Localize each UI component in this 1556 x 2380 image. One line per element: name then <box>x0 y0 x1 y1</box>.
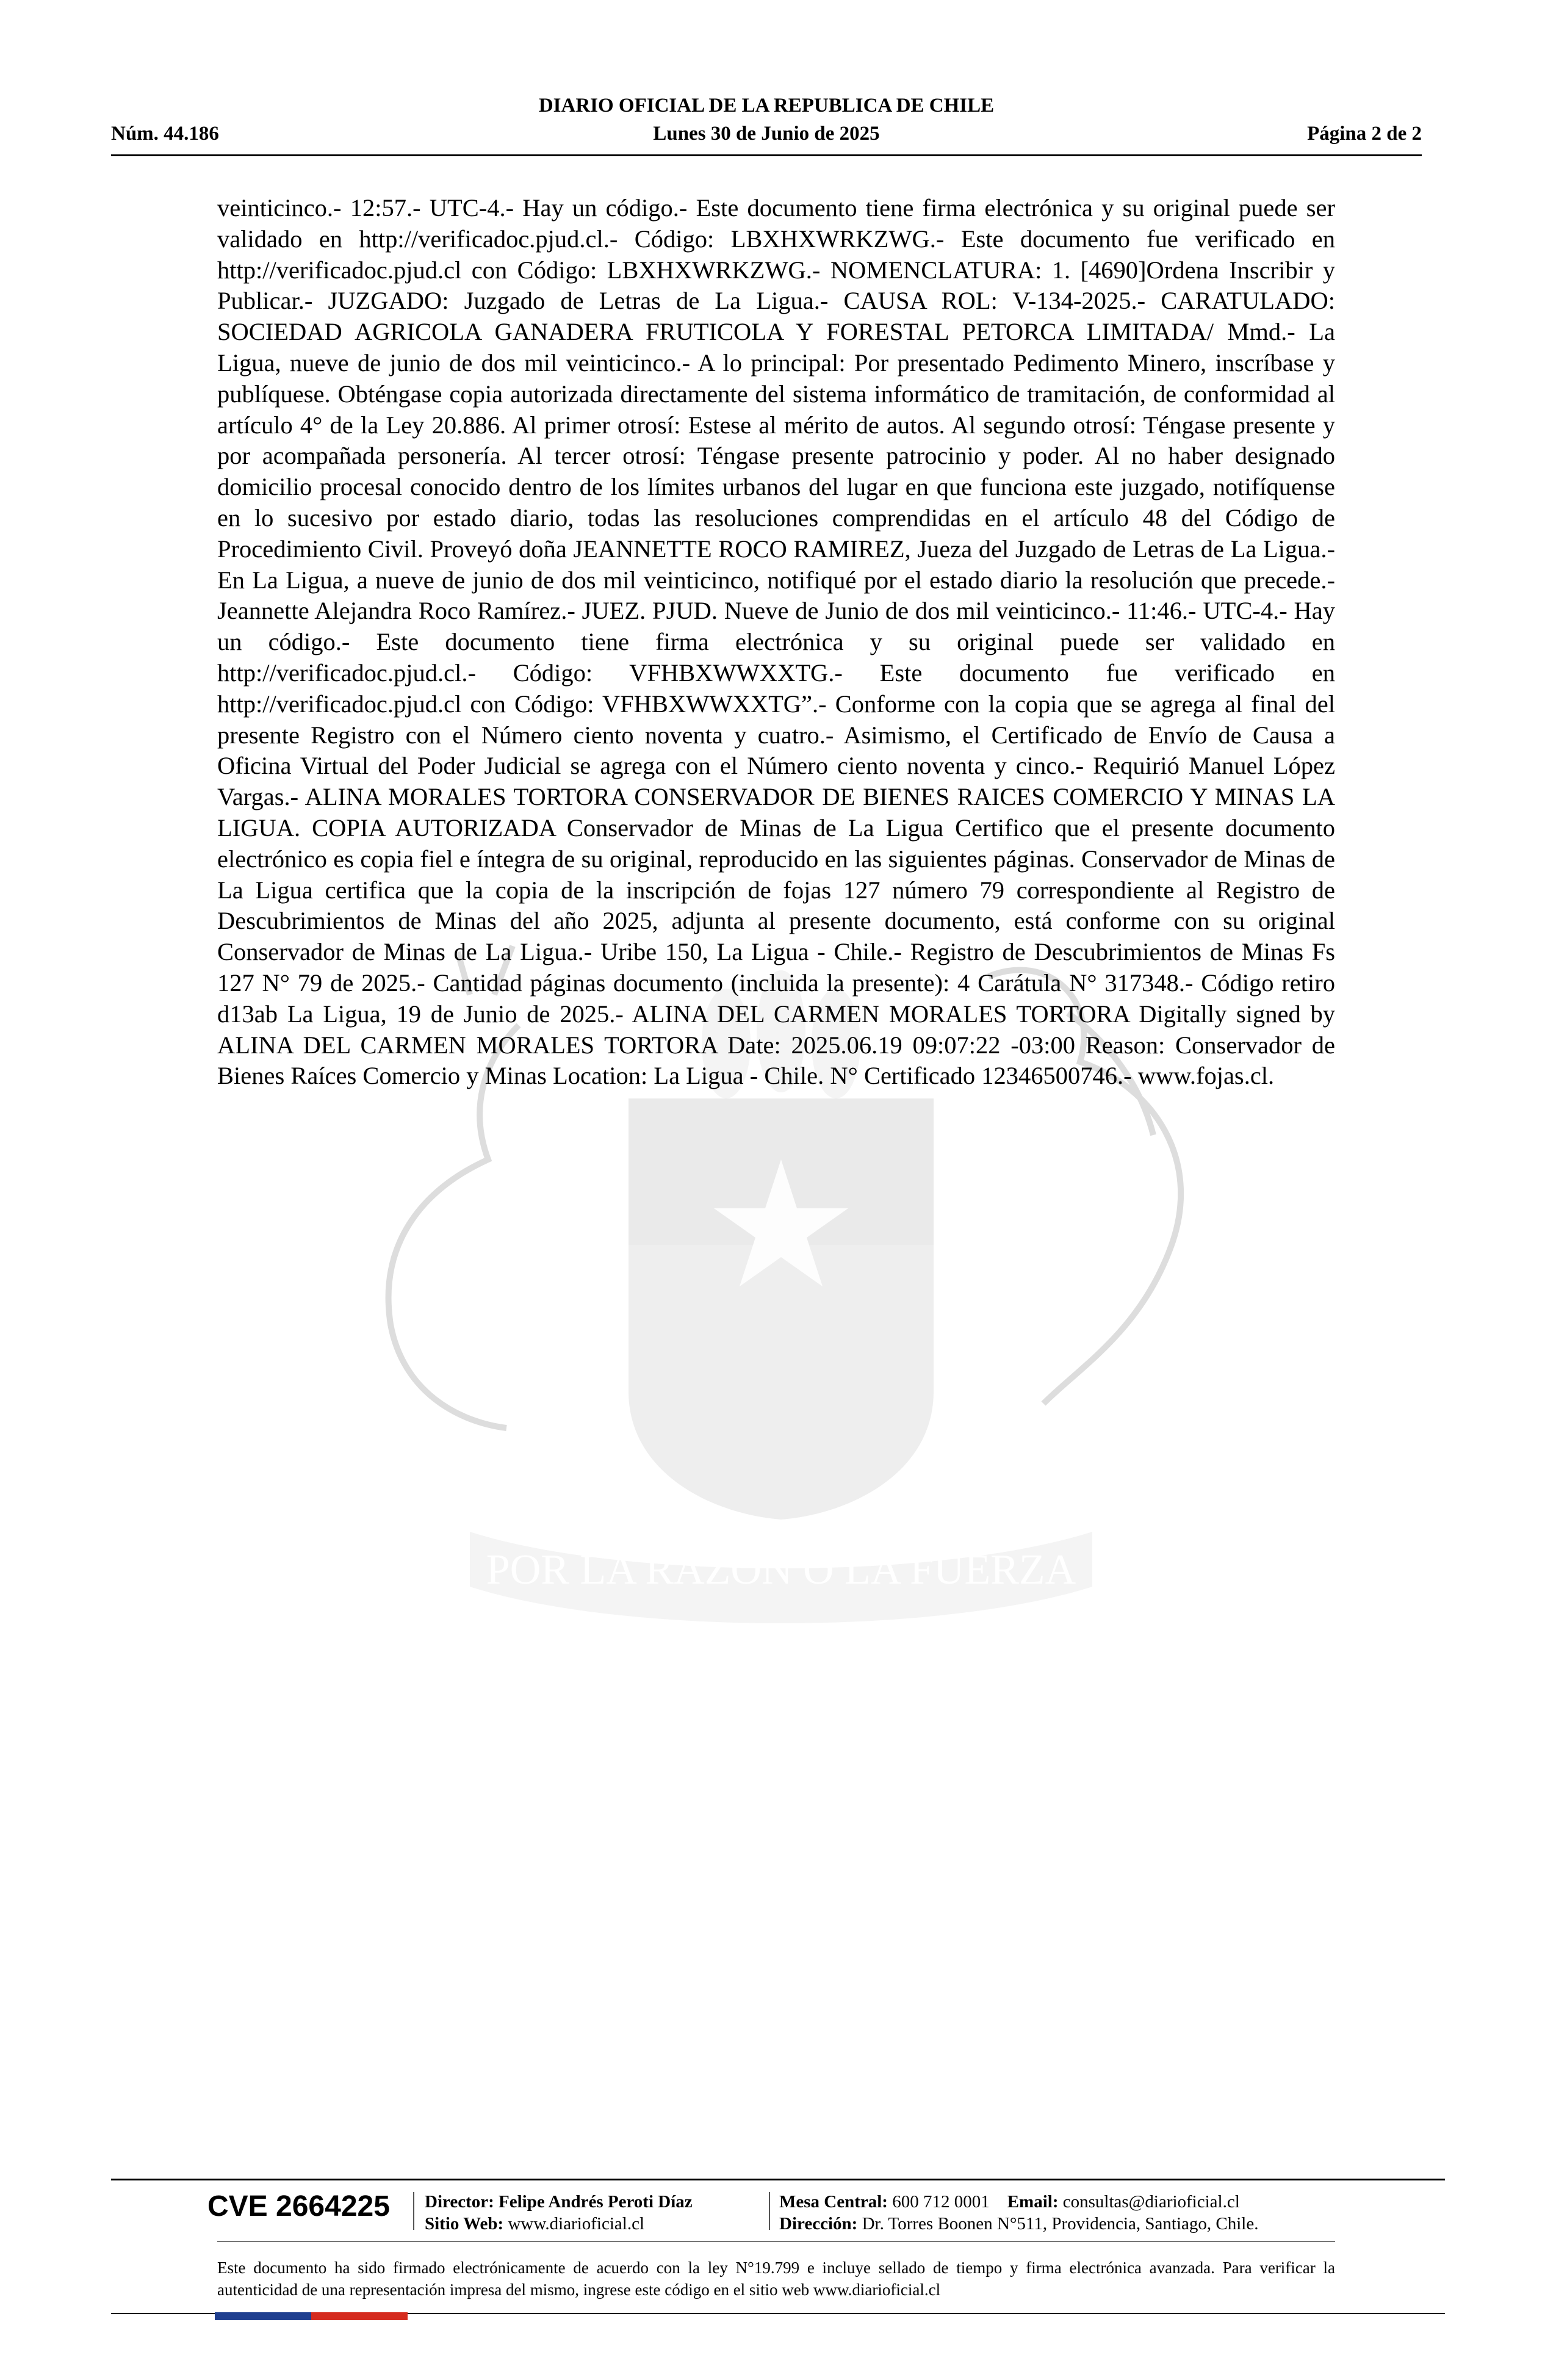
email-label: Email: <box>1007 2192 1059 2212</box>
mesa-phone: 600 712 0001 <box>892 2192 990 2212</box>
header-divider <box>111 154 1422 156</box>
issue-number: Núm. 44.186 <box>111 123 219 145</box>
address-value: Dr. Torres Boonen N°511, Providencia, Santiago, Chile. <box>862 2214 1259 2234</box>
document-body: veinticinco.- 12:57.- UTC-4.- Hay un código.- Este documento tiene firma electrónica y su original puede ser validado en http://verificadoc.pjud.cl.- Código: LBXHXWRKZWG.- Este documento fue verificado en http://verificadoc.pjud.cl con Código: LBXHXWRKZWG.- NOMENCLATURA: 1. [4690]Ordena Inscribir y Publicar.- JUZGADO: Juzgado de Letras de La Ligua.- CAUSA ROL: V-134-2025.- CARATULADO: SOCIEDAD AGRICOLA GANADERA FRUTICOLA Y FORESTAL PETORCA LIMITADA/ Mmd.- La Ligua, nueve de junio de dos mil veinticinco.- A lo principal: Por presentado Pedimento Minero, inscríbase y publíquese. Obténgase copia autorizada directamente del sistema informático de tramitación, de conformidad al artículo 4° de la Ley 20.886. Al primer otrosí: Estese al mérito de autos. Al segundo otrosí: Téngase presente y por acompañada personería. Al tercer otrosí: Téngase presente patrocinio y poder. Al no haber designado domicilio procesal conocido dentro de los límites urbanos del lugar en que funciona este juzgado, notifíquense en lo sucesivo por estado diario, todas las resoluciones comprendidas en el artículo 48 del Código de Procedimiento Civil. Proveyó doña JEANNETTE ROCO RAMIREZ, Jueza del Juzgado de Letras de La Ligua.- En La Ligua, a nueve de junio de dos mil veinticinco, notifiqué por el estado diario la resolución que precede.- Jeannette Alejandra Roco Ramírez.- JUEZ. PJUD. Nueve de Junio de dos mil veinticinco.- 11:46.- UTC-4.- Hay un código.- Este documento tiene firma electrónica y su original puede ser validado en http://verificadoc.pjud.cl.- Código: VFHBXWWXXTG.- Este documento fue verificado en http://verificadoc.pjud.cl con Código: VFHBXWWXXTG”.- Conforme con la copia que se agrega al final del presente Registro con el Número ciento noventa y cuatro.- Asimismo, el Certificado de Envío de Causa a Oficina Virtual del Poder Judicial se agrega con el Número ciento noventa y cinco.- Requirió Manuel López Vargas.- ALINA MORALES TORTORA CONSERVADOR DE BIENES RAICES COMERCIO Y MINAS LA LIGUA. COPIA AUTORIZADA Conservador de Minas de La Ligua Certifico que el presente documento electrónico es copia fiel e íntegra de su original, reproducido en las siguientes páginas. Conservador de Minas de La Ligua certifica que la copia de la inscripción de fojas 127 número 79 correspondiente al Registro de Descubrimientos de Minas del año 2025, adjunta al presente documento, está conforme con su original Conservador de Minas de La Ligua.- Uribe 150, La Ligua - Chile.- Registro de Descubrimientos de Minas Fs 127 N° 79 de 2025.- Cantidad páginas documento (incluida la presente): 4 Carátula N° 317348.- Código retiro d13ab La Ligua, 19 de Junio de 2025.- ALINA DEL CARMEN MORALES TORTORA Digitally signed by ALINA DEL CARMEN MORALES TORTORA Date: 2025.06.19 09:07:22 -03:00 Reason: Conservador de Bienes Raíces Comercio y Minas Location: La Ligua - Chile. N° Certificado 12346500746.- www.fojas.cl. <box>217 194 1335 1090</box>
director-name: Felipe Andrés Peroti Díaz <box>499 2192 693 2212</box>
issue-date: Lunes 30 de Junio de 2025 <box>653 123 880 145</box>
flag-stripe-blue <box>215 2312 311 2320</box>
mesa-label: Mesa Central: <box>779 2192 888 2212</box>
site-label: Sitio Web: <box>425 2214 504 2234</box>
footer-divider-top <box>111 2179 1445 2180</box>
footer-legal-note: Este documento ha sido firmado electrónicamente de acuerdo con la ley N°19.799 e incluye sellado de tiempo y firma electrónica avanzada. Para verificar la autenticidad de una representación impresa del mismo, ingrese este código en el sitio web www.diarioficial.cl <box>217 2259 1335 2299</box>
email-link[interactable]: consultas@diarioficial.cl <box>1062 2192 1240 2212</box>
footer-director-block <box>425 2191 693 2235</box>
footer-separator <box>413 2192 414 2230</box>
address-label: Dirección: <box>779 2214 858 2234</box>
watermark-motto: POR LA RAZON O LA FUERZA <box>486 1546 1076 1593</box>
footer-contact-block <box>779 2191 1258 2235</box>
page-header <box>111 95 1422 156</box>
flag-stripe-red <box>311 2312 408 2320</box>
footer-separator <box>769 2192 770 2230</box>
page-indicator: Página 2 de 2 <box>1307 123 1422 145</box>
footer-divider-mid <box>217 2241 1335 2242</box>
newspaper-title: DIARIO OFICIAL DE LA REPUBLICA DE CHILE <box>538 95 995 117</box>
site-link[interactable]: www.diarioficial.cl <box>508 2214 645 2234</box>
director-label: Director: <box>425 2192 494 2212</box>
cve-code: CVE 2664225 <box>207 2190 390 2223</box>
